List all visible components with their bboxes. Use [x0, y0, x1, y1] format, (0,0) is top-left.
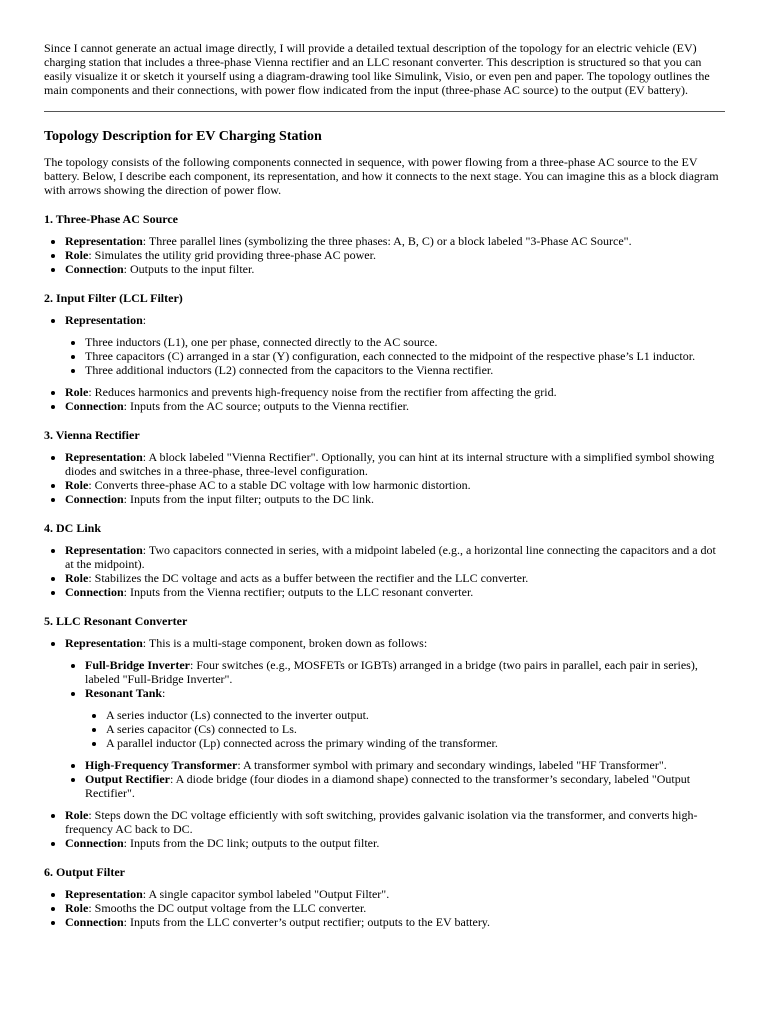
- connection-label: Connection: [65, 836, 124, 850]
- list-item: [65, 543, 725, 571]
- representation-text: : This is a multi-stage component, broken down as follows:: [142, 636, 428, 650]
- role-label: Role: [65, 901, 89, 915]
- section-heading-5: 5. LLC Resonant Converter: [44, 614, 188, 628]
- connection-label: Connection: [65, 262, 124, 276]
- list-item: [65, 399, 725, 413]
- sub-sub-list-item: • A parallel inductor (Lp) connected across the primary winding of the transformer.: [106, 736, 725, 750]
- representation-text: :: [142, 313, 147, 327]
- sub-list: [65, 658, 725, 800]
- sub-list-item: [85, 758, 725, 772]
- sub-list-item: [85, 686, 725, 750]
- list-item: [65, 248, 725, 262]
- list-item: [65, 836, 725, 850]
- role-text: : Smooths the DC output voltage from the LLC converter.: [88, 901, 367, 915]
- list-item: [65, 808, 725, 836]
- list-item: [65, 901, 725, 915]
- sub-sub-list-item: • A series inductor (Ls) connected to the inverter output.: [106, 708, 725, 722]
- role-text: : Converts three-phase AC to a stable DC voltage with low harmonic distortion.: [88, 478, 471, 492]
- section-1-list: [44, 234, 725, 276]
- representation-label: Representation: [65, 313, 143, 327]
- resonant-tank-text: :: [162, 686, 166, 700]
- list-item: [65, 915, 725, 929]
- connection-text: : Outputs to the input filter.: [123, 262, 255, 276]
- list-item: [65, 234, 725, 248]
- lead-paragraph: The topology consists of the following components connected in sequence, with power flowing from a three-phase AC source to the EV battery. Below, I describe each component, its representation, and how it connects to the next stage. You can imagine this as a block diagram with arrows showing the direction of power flow.: [44, 155, 719, 197]
- intro-paragraph: Since I cannot generate an actual image directly, I will provide a detailed textual description of the topology for an electric vehicle (EV) charging station that includes a three-phase Vienna rectifier and an LLC resonant converter. This description is structured so that you can easily visualize it or sketch it yourself using a diagram-drawing tool like Simulink, Visio, or even pen and paper. The topology outlines the main components and their connections, with power flow indicated from the input (three-phase AC source) to the output (EV battery).: [44, 41, 710, 97]
- representation-label: Representation: [65, 543, 143, 557]
- role-label: Role: [65, 478, 89, 492]
- section-3-list: [44, 450, 725, 506]
- divider: [44, 111, 725, 112]
- full-bridge-inverter-text: : Four switches (e.g., MOSFETs or IGBTs) arranged in a bridge (two pairs in parallel, each pair in series), labeled "Full-Bridge Inverter".: [85, 658, 698, 686]
- list-item: [65, 636, 725, 800]
- connection-text: : Inputs from the DC link; outputs to the output filter.: [123, 836, 380, 850]
- connection-text: : Inputs from the Vienna rectifier; outputs to the LLC resonant converter.: [123, 585, 474, 599]
- full-bridge-inverter-label: Full-Bridge Inverter: [85, 658, 190, 672]
- connection-label: Connection: [65, 585, 124, 599]
- list-item: [65, 492, 725, 506]
- list-item: [65, 450, 725, 478]
- page-title: Topology Description for EV Charging Station: [44, 129, 322, 144]
- output-rectifier-label: Output Rectifier: [85, 772, 170, 786]
- representation-text: : A block labeled "Vienna Rectifier". Optionally, you can hint at its internal structure with a simplified symbol showing diodes and switches in a three-phase, three-level configuration.: [65, 450, 715, 478]
- list-item: [65, 478, 725, 492]
- representation-label: Representation: [65, 887, 143, 901]
- connection-label: Connection: [65, 399, 124, 413]
- sub-list-item: • Three capacitors (C) arranged in a star (Y) configuration, each connected to the midpoint of the respective phase’s L1 inductor.: [85, 349, 725, 363]
- list-item: [65, 385, 725, 399]
- representation-text: : Two capacitors connected in series, with a midpoint labeled (e.g., a horizontal line connecting the capacitors and a dot at the midpoint).: [65, 543, 716, 571]
- list-item: [65, 571, 725, 585]
- role-label: Role: [65, 571, 89, 585]
- section-5-list: [44, 636, 725, 850]
- list-item: [65, 585, 725, 599]
- role-label: Role: [65, 808, 89, 822]
- hf-transformer-label: High-Frequency Transformer: [85, 758, 238, 772]
- role-label: Role: [65, 248, 89, 262]
- representation-label: Representation: [65, 636, 143, 650]
- section-heading-4: 4. DC Link: [44, 521, 102, 535]
- resonant-tank-label: Resonant Tank: [85, 686, 163, 700]
- connection-label: Connection: [65, 915, 124, 929]
- section-2-list: [44, 313, 725, 413]
- output-rectifier-text: : A diode bridge (four diodes in a diamond shape) connected to the transformer’s secondary, labeled "Output Rectifier".: [85, 772, 691, 800]
- hf-transformer-text: : A transformer symbol with primary and secondary windings, labeled "HF Transformer".: [237, 758, 667, 772]
- section-heading-3: 3. Vienna Rectifier: [44, 428, 140, 442]
- role-label: Role: [65, 385, 89, 399]
- representation-label: Representation: [65, 234, 143, 248]
- role-text: : Steps down the DC voltage efficiently with soft switching, provides galvanic isolation via the transformer, and converts high-frequency AC back to DC.: [65, 808, 698, 836]
- representation-label: Representation: [65, 450, 143, 464]
- sub-list-item: [85, 658, 725, 686]
- representation-text: : A single capacitor symbol labeled "Output Filter".: [142, 887, 390, 901]
- connection-text: : Inputs from the LLC converter’s output rectifier; outputs to the EV battery.: [123, 915, 491, 929]
- section-4-list: [44, 543, 725, 599]
- list-item: [65, 313, 725, 377]
- section-heading-6: 6. Output Filter: [44, 865, 125, 879]
- connection-label: Connection: [65, 492, 124, 506]
- sub-list-item: • Three additional inductors (L2) connected from the capacitors to the Vienna rectifier.: [85, 363, 725, 377]
- sub-list-item: • Three inductors (L1), one per phase, connected directly to the AC source.: [85, 335, 725, 349]
- section-heading-1: 1. Three-Phase AC Source: [44, 212, 178, 226]
- sub-sub-list-item: • A series capacitor (Cs) connected to Ls.: [106, 722, 725, 736]
- connection-text: : Inputs from the AC source; outputs to the Vienna rectifier.: [123, 399, 410, 413]
- list-item: [65, 887, 725, 901]
- list-item: [65, 262, 725, 276]
- role-text: : Reduces harmonics and prevents high-frequency noise from the rectifier from affecting the grid.: [88, 385, 557, 399]
- sub-list: [65, 335, 725, 377]
- representation-text: : Three parallel lines (symbolizing the three phases: A, B, C) or a block labeled "3-Phase AC Source".: [142, 234, 632, 248]
- role-text: : Stabilizes the DC voltage and acts as a buffer between the rectifier and the LLC converter.: [88, 571, 529, 585]
- section-6-list: [44, 887, 725, 929]
- role-text: : Simulates the utility grid providing three-phase AC power.: [88, 248, 376, 262]
- section-heading-2: 2. Input Filter (LCL Filter): [44, 291, 183, 305]
- sub-sub-list: [85, 708, 725, 750]
- connection-text: : Inputs from the input filter; outputs to the DC link.: [123, 492, 374, 506]
- sub-list-item: [85, 772, 725, 800]
